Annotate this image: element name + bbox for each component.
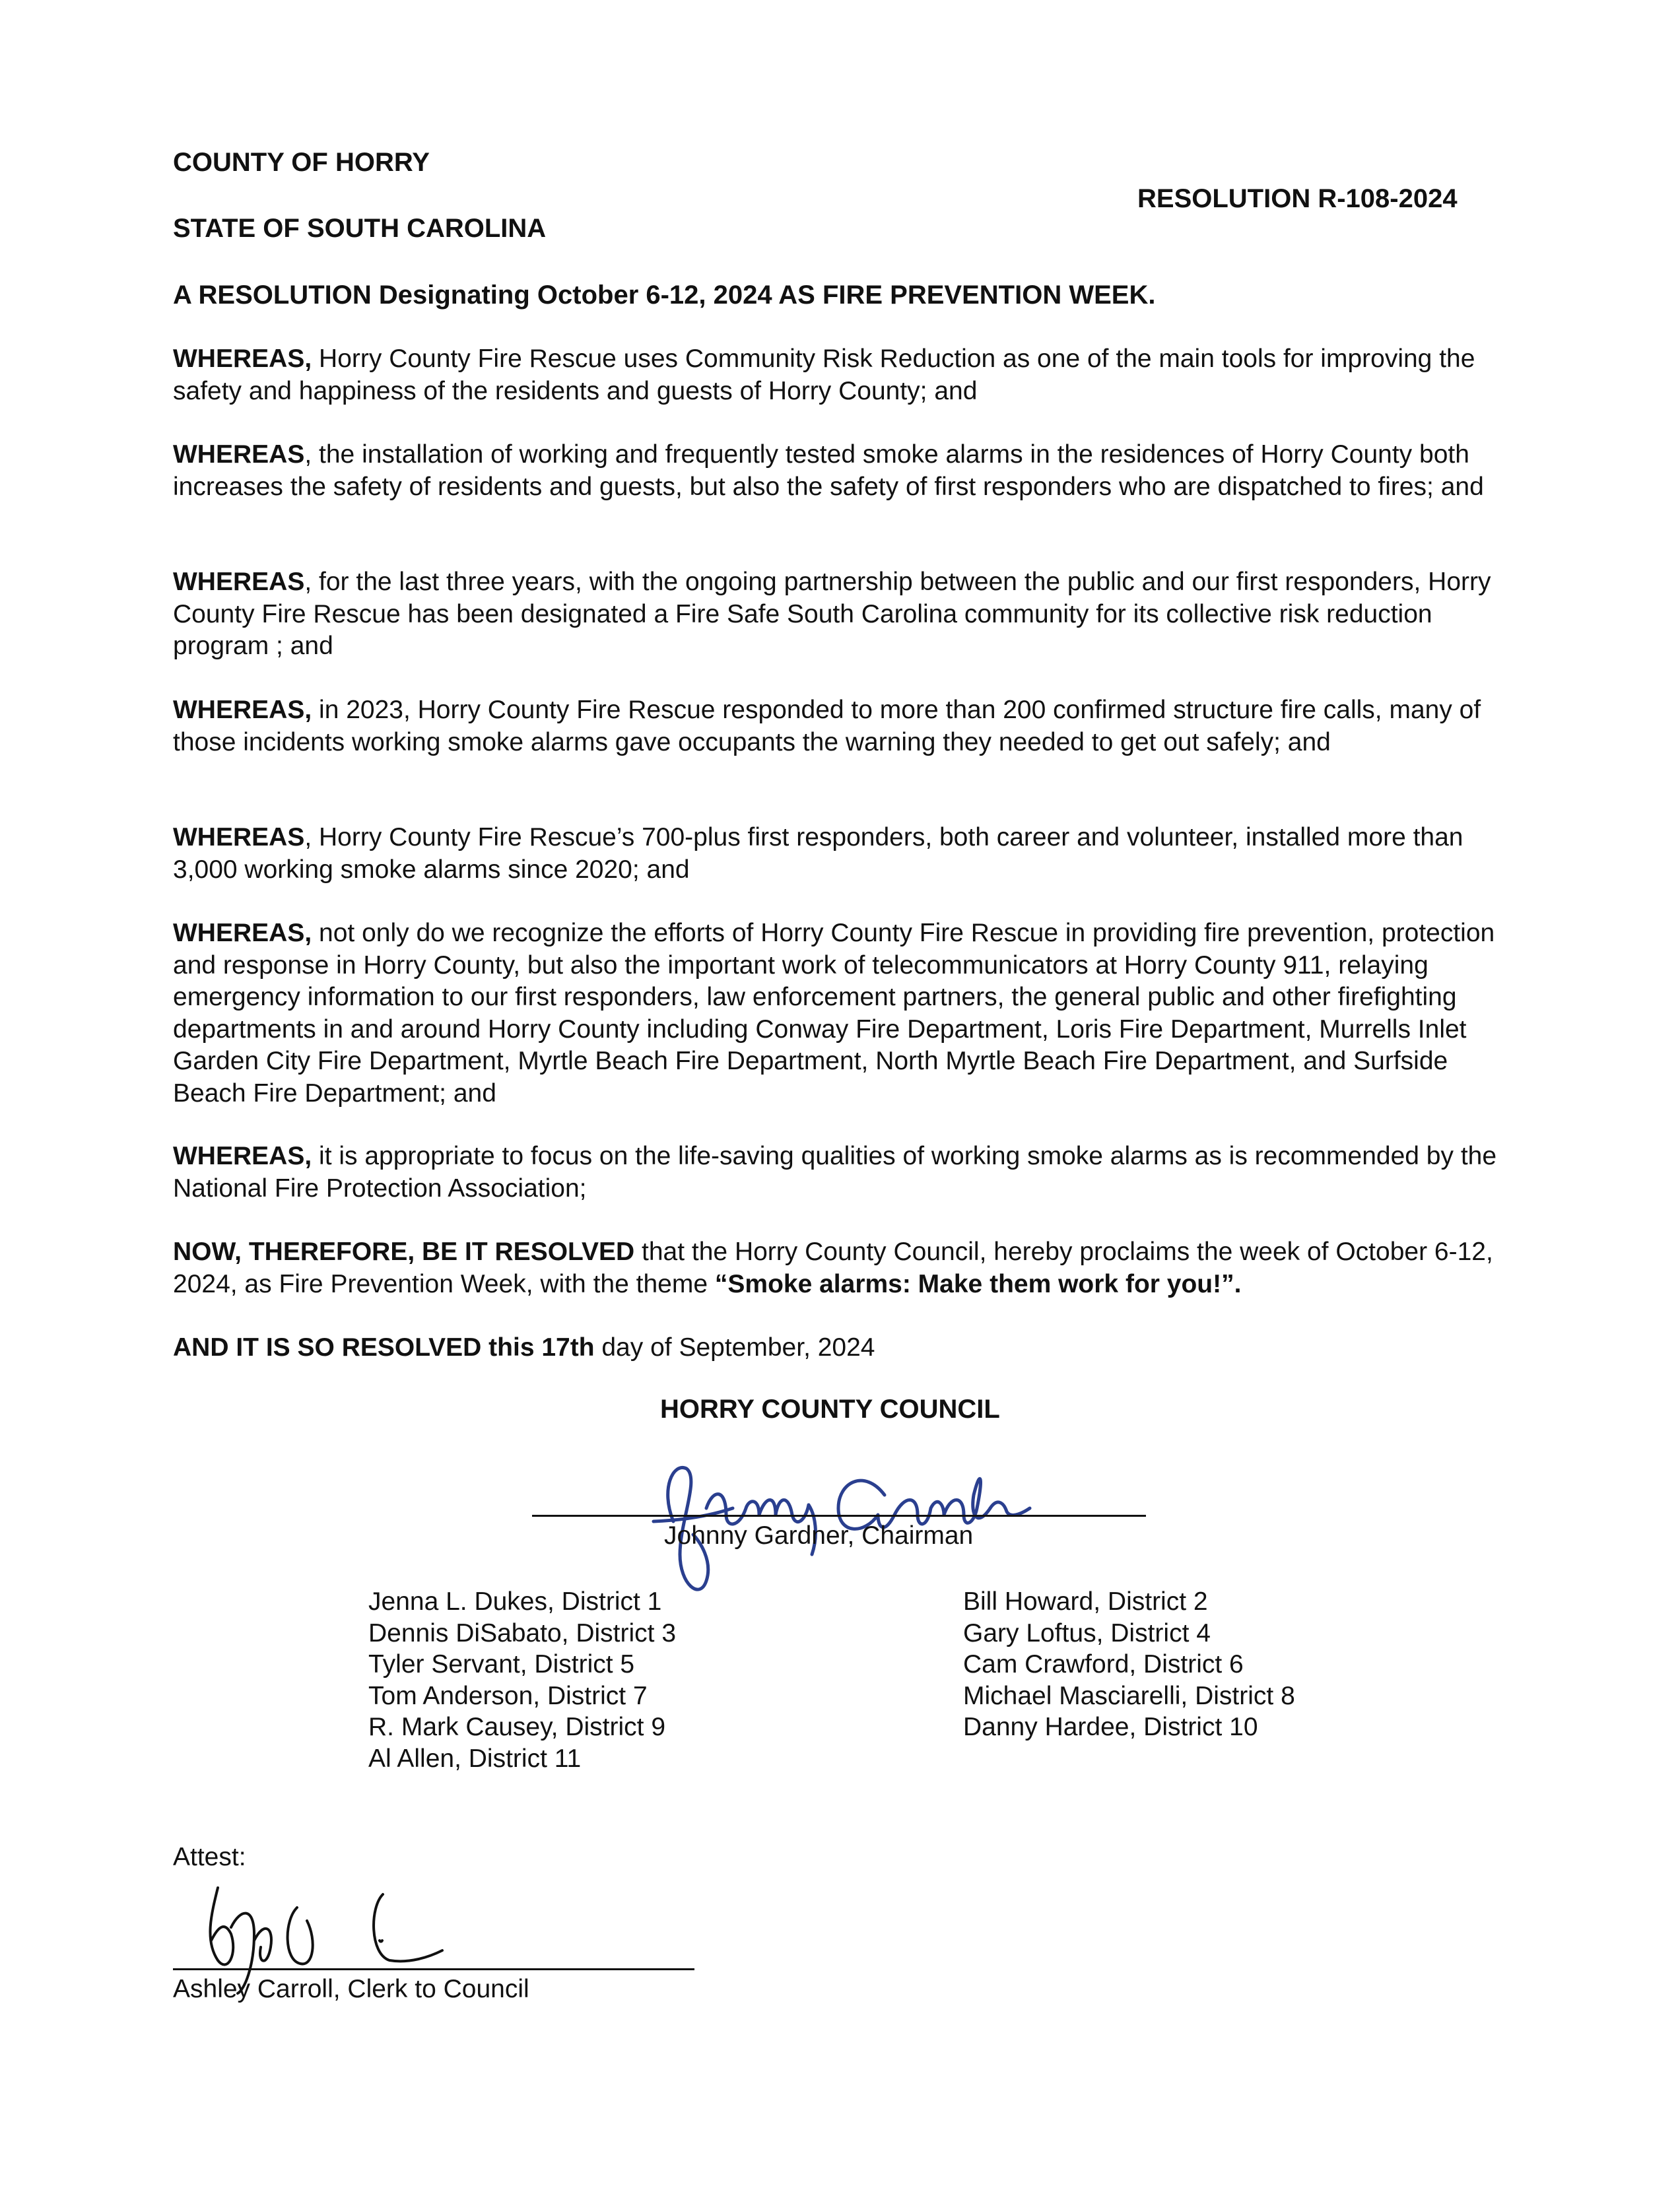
whereas-text: in 2023, Horry County Fire Rescue responded to more than 200 confirmed structure fire calls, many of those incidents working smoke alarms gave occupants the warning they needed to get out safely; and xyxy=(173,696,1481,756)
resolution-title xyxy=(173,279,1155,311)
council-member: R. Mark Causey, District 9 xyxy=(368,1713,666,1741)
whereas-text: , for the last three years, with the ongoing partnership between the public and our first responders, Horry County Fire Rescue has been designated a Fire Safe South Carolina community for its collective risk reduction program ; and xyxy=(173,568,1491,660)
whereas-lead: WHEREAS, xyxy=(173,1142,312,1170)
council-member: Dennis DiSabato, District 3 xyxy=(368,1618,677,1647)
council-member: Jenna L. Dukes, District 1 xyxy=(368,1587,662,1616)
so-resolved-lead: AND IT IS SO RESOLVED this 17th xyxy=(173,1333,595,1362)
whereas-text: Horry County Fire Rescue uses Community Risk Reduction as one of the main tools for improving the safety and happiness of the residents and guests of Horry County; and xyxy=(173,345,1475,405)
council-member: Danny Hardee, District 10 xyxy=(963,1713,1258,1741)
whereas-lead: WHEREAS, xyxy=(173,696,312,724)
whereas-lead: WHEREAS xyxy=(173,823,305,851)
whereas-lead: WHEREAS, xyxy=(173,919,312,947)
council-member: Al Allen, District 11 xyxy=(368,1744,582,1773)
resolved-text: that the Horry County Council, hereby proclaims the week of October 6-12, 2024, as Fire Prevention Week, with the theme xyxy=(173,1238,1493,1298)
council-member: Cam Crawford, District 6 xyxy=(963,1650,1244,1679)
state-heading: STATE OF SOUTH CAROLINA xyxy=(173,214,547,243)
council-members-right xyxy=(963,1586,1295,1743)
whereas-text: , Horry County Fire Rescue’s 700-plus first responders, both career and volunteer, installed more than 3,000 working smoke alarms since 2020; and xyxy=(173,823,1463,884)
attest-label: Attest: xyxy=(173,1843,246,1871)
chairman-name: Johnny Gardner, Chairman xyxy=(664,1521,974,1550)
council-member: Tom Anderson, District 7 xyxy=(368,1681,648,1710)
whereas-clause-1 xyxy=(173,343,1520,407)
whereas-lead: WHEREAS, xyxy=(173,345,312,373)
whereas-text: , the installation of working and frequently tested smoke alarms in the residences of Horry County both increases the safety of residents and guests, but also the safety of first responders who are dispatched to fires; and xyxy=(173,440,1484,501)
resolution-title-rest: Designating October 6-12, 2024 AS FIRE PREVENTION WEEK. xyxy=(378,281,1156,310)
resolution-number: RESOLUTION R-108-2024 xyxy=(1137,184,1458,213)
whereas-text: not only do we recognize the efforts of Horry County Fire Rescue in providing fire prevention, protection and response in Horry County, but also the important work of telecommunicators at Horry County 911, relaying emergency information to our first responders, law enforcement partners, the general public and other firefighting departments in and around Horry County including Conway Fire Department, Loris Fire Department, Murrells Inlet Garden City Fire Department, Myrtle Beach Fire Department, North Myrtle Beach Fire Department, and Surfside Beach Fire Department; and xyxy=(173,919,1495,1108)
council-heading: HORRY COUNTY COUNCIL xyxy=(660,1395,1000,1424)
council-member: Bill Howard, District 2 xyxy=(963,1587,1208,1616)
county-heading: COUNTY OF HORRY xyxy=(173,148,430,177)
chairman-signature-line xyxy=(532,1515,1146,1517)
council-members-left xyxy=(368,1586,676,1774)
whereas-clause-7 xyxy=(173,1141,1520,1205)
whereas-lead: WHEREAS xyxy=(173,440,305,469)
whereas-clause-6 xyxy=(173,917,1520,1110)
whereas-clause-3 xyxy=(173,566,1520,663)
council-member: Michael Masciarelli, District 8 xyxy=(963,1681,1295,1710)
whereas-clause-4 xyxy=(173,694,1520,758)
resolved-clause xyxy=(173,1236,1520,1300)
so-resolved-text: day of September, 2024 xyxy=(594,1333,875,1362)
whereas-clause-5 xyxy=(173,822,1520,886)
whereas-text: it is appropriate to focus on the life-saving qualities of working smoke alarms as is recommended by the National Fire Protection Association; xyxy=(173,1142,1497,1203)
clerk-signature-line xyxy=(173,1968,694,1970)
resolved-theme: “Smoke alarms: Make them work for you!”. xyxy=(714,1269,1242,1298)
clerk-name: Ashley Carroll, Clerk to Council xyxy=(173,1975,529,2003)
whereas-clause-2 xyxy=(173,439,1520,503)
council-member: Gary Loftus, District 4 xyxy=(963,1618,1211,1647)
so-resolved-clause xyxy=(173,1332,1520,1364)
resolved-lead: NOW, THEREFORE, BE IT RESOLVED xyxy=(173,1238,635,1266)
council-member: Tyler Servant, District 5 xyxy=(368,1650,635,1679)
whereas-lead: WHEREAS xyxy=(173,568,305,596)
resolution-title-lead: A RESOLUTION xyxy=(173,281,372,310)
